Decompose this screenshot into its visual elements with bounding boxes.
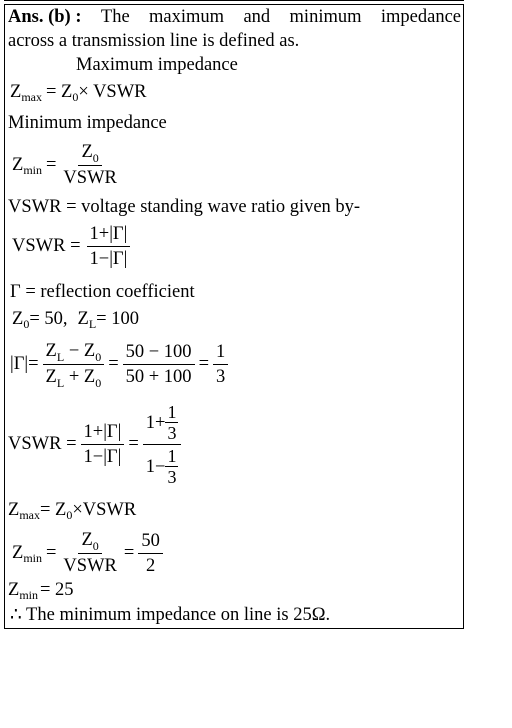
gamma-fraction-3: $\frac{1}{3}$ [213,341,228,388]
ans-label: Ans. [8,7,44,27]
zmin-equation: Z min = $\frac{Z_0}{\text{VSWR}}$ [12,141,120,189]
vswr-calculation: VSWR = $\frac{1+|\Gamma|}{1-|\Gamma|}$ = 1+ $\frac{1}{3}$ 1− $\frac{1}{3}$ [8,402,181,487]
zmin-result: Z min = 25 [8,580,74,602]
intro-line-2: across a transmission line is defined as. [8,31,300,51]
gamma-fraction-2: $\frac{50 - 100}{50 + 100}$ [123,341,195,388]
conclusion: ∴ The minimum impedance on line is 25Ω. [10,605,331,625]
min-impedance-heading: Minimum impedance [8,113,167,133]
ans-colon: : [75,7,82,27]
max-impedance-heading: Maximum impedance [76,55,238,75]
word-2: maximum [149,7,225,27]
gamma-definition: Γ = reflection coefficient [10,282,195,302]
word-5: impedance [380,7,461,27]
vswr-fraction: $\frac{1+|\Gamma|}{1-|\Gamma|}$ [87,223,131,270]
zmin-calc-fraction-1: $\frac{Z_0}{\text{VSWR}}$ [63,530,117,576]
word-3: and [243,7,271,27]
zmax-equation: Z max = Z 0 × VSWR [10,82,147,104]
given-values: Z 0 = 50, Z L = 100 [12,309,139,331]
gamma-calculation: |Γ|= $\frac{Z_L - Z_0}{Z_L + Z_0}$ = $\frac{50 - 100}{50 + 100}$ = $\frac{1}{3}$ [10,340,228,389]
zmin-fraction: $\frac{Z_0}{\text{VSWR}}$ [63,142,117,188]
zmin-calculation: Z min = $\frac{Z_0}{\text{VSWR}}$ = $\frac{50}{2}$ [12,529,163,577]
top-rule [4,0,464,3]
zmax-equation-2: Z max = Z 0 ×VSWR [8,500,137,522]
gamma-fraction-1: $\frac{Z_L - Z_0}{Z_L + Z_0}$ [43,340,105,389]
answer-intro-line [8,6,461,28]
vswr-formula: VSWR = $\frac{1+|\Gamma|}{1-|\Gamma|}$ [12,223,130,270]
vswr-calc-fraction: $\frac{1+|\Gamma|}{1-|\Gamma|}$ [81,421,125,468]
zmin-calc-fraction-2: $\frac{50}{2}$ [138,530,163,577]
vswr-definition: VSWR = voltage standing wave ratio given by- [8,197,361,217]
vswr-compound-fraction: 1+ $\frac{1}{3}$ 1− $\frac{1}{3}$ [143,402,182,487]
word-4: minimum [289,7,362,27]
word-1: The [100,7,130,27]
ans-option: (b) [48,7,71,27]
